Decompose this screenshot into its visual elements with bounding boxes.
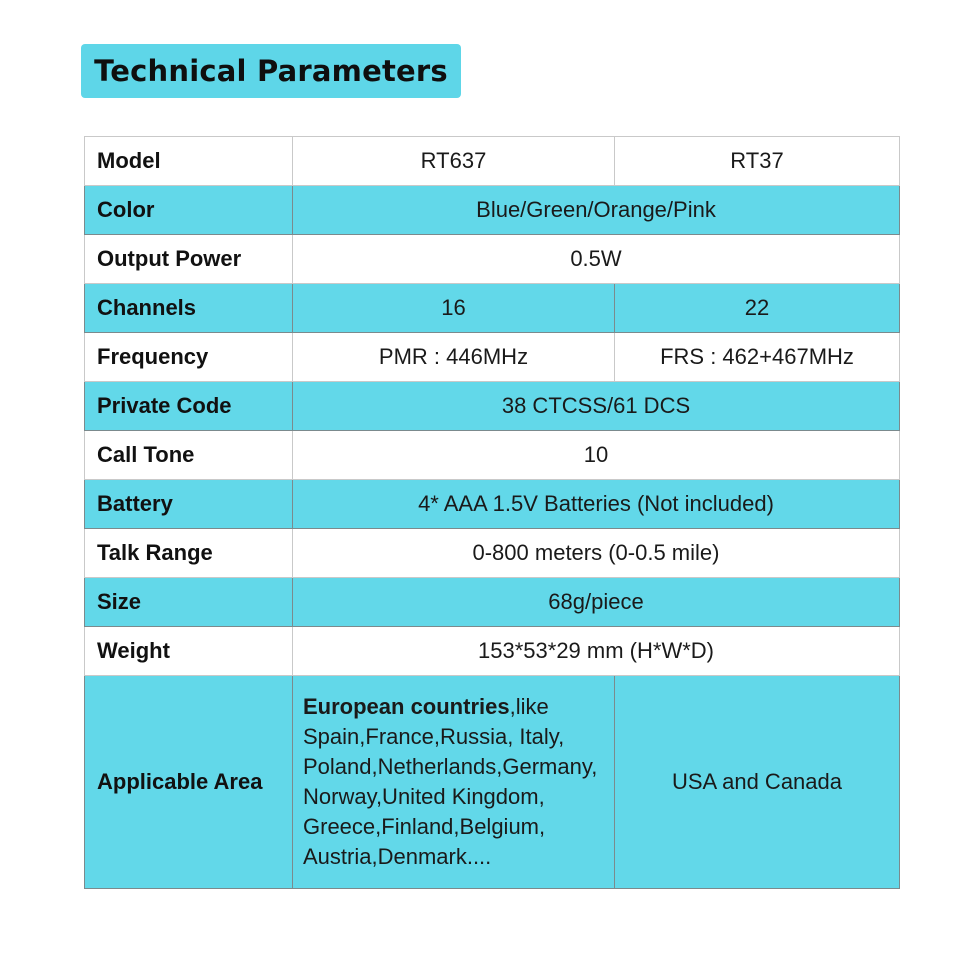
row-label: Call Tone bbox=[85, 431, 293, 480]
applicable-area-rt637 bbox=[293, 676, 615, 889]
row-label: Applicable Area bbox=[85, 676, 293, 889]
area-line: Spain,France,Russia, Italy, bbox=[303, 724, 565, 749]
row-label: Talk Range bbox=[85, 529, 293, 578]
table-row-weight bbox=[85, 627, 900, 676]
area-line: ,like bbox=[509, 694, 549, 719]
table-row-model bbox=[85, 137, 900, 186]
row-label: Color bbox=[85, 186, 293, 235]
table-row-talk-range bbox=[85, 529, 900, 578]
row-label: Size bbox=[85, 578, 293, 627]
color-value: Blue/Green/Orange/Pink bbox=[293, 186, 900, 235]
battery-value: 4* AAA 1.5V Batteries (Not included) bbox=[293, 480, 900, 529]
frequency-rt637: PMR : 446MHz bbox=[293, 333, 615, 382]
model-rt37: RT37 bbox=[615, 137, 900, 186]
model-rt637: RT637 bbox=[293, 137, 615, 186]
weight-value: 153*53*29 mm (H*W*D) bbox=[293, 627, 900, 676]
area-line: Greece,Finland,Belgium, bbox=[303, 814, 546, 839]
table-row-size bbox=[85, 578, 900, 627]
title-badge bbox=[81, 44, 461, 98]
area-line: Poland,Netherlands,Germany, bbox=[303, 754, 598, 779]
row-label: Weight bbox=[85, 627, 293, 676]
table-row-applicable-area bbox=[85, 676, 900, 889]
table-row-private-code bbox=[85, 382, 900, 431]
row-label: Output Power bbox=[85, 235, 293, 284]
row-label: Battery bbox=[85, 480, 293, 529]
table-row-output-power bbox=[85, 235, 900, 284]
private-code-value: 38 CTCSS/61 DCS bbox=[293, 382, 900, 431]
size-value: 68g/piece bbox=[293, 578, 900, 627]
channels-rt37: 22 bbox=[615, 284, 900, 333]
table-row-color bbox=[85, 186, 900, 235]
channels-rt637: 16 bbox=[293, 284, 615, 333]
area-line: Austria,Denmark.... bbox=[303, 844, 492, 869]
page-title: Technical Parameters bbox=[94, 54, 448, 88]
frequency-rt37: FRS : 462+467MHz bbox=[615, 333, 900, 382]
table-row-battery bbox=[85, 480, 900, 529]
row-label: Private Code bbox=[85, 382, 293, 431]
table-row-call-tone bbox=[85, 431, 900, 480]
talk-range-value: 0-800 meters (0-0.5 mile) bbox=[293, 529, 900, 578]
row-label: Channels bbox=[85, 284, 293, 333]
applicable-area-rt37: USA and Canada bbox=[615, 676, 900, 889]
row-label: Model bbox=[85, 137, 293, 186]
row-label: Frequency bbox=[85, 333, 293, 382]
spec-table bbox=[84, 136, 900, 889]
output-power-value: 0.5W bbox=[293, 235, 900, 284]
table-row-channels bbox=[85, 284, 900, 333]
table-row-frequency bbox=[85, 333, 900, 382]
call-tone-value: 10 bbox=[293, 431, 900, 480]
area-lead-text: European countries bbox=[303, 694, 510, 719]
area-line: Norway,United Kingdom, bbox=[303, 784, 545, 809]
